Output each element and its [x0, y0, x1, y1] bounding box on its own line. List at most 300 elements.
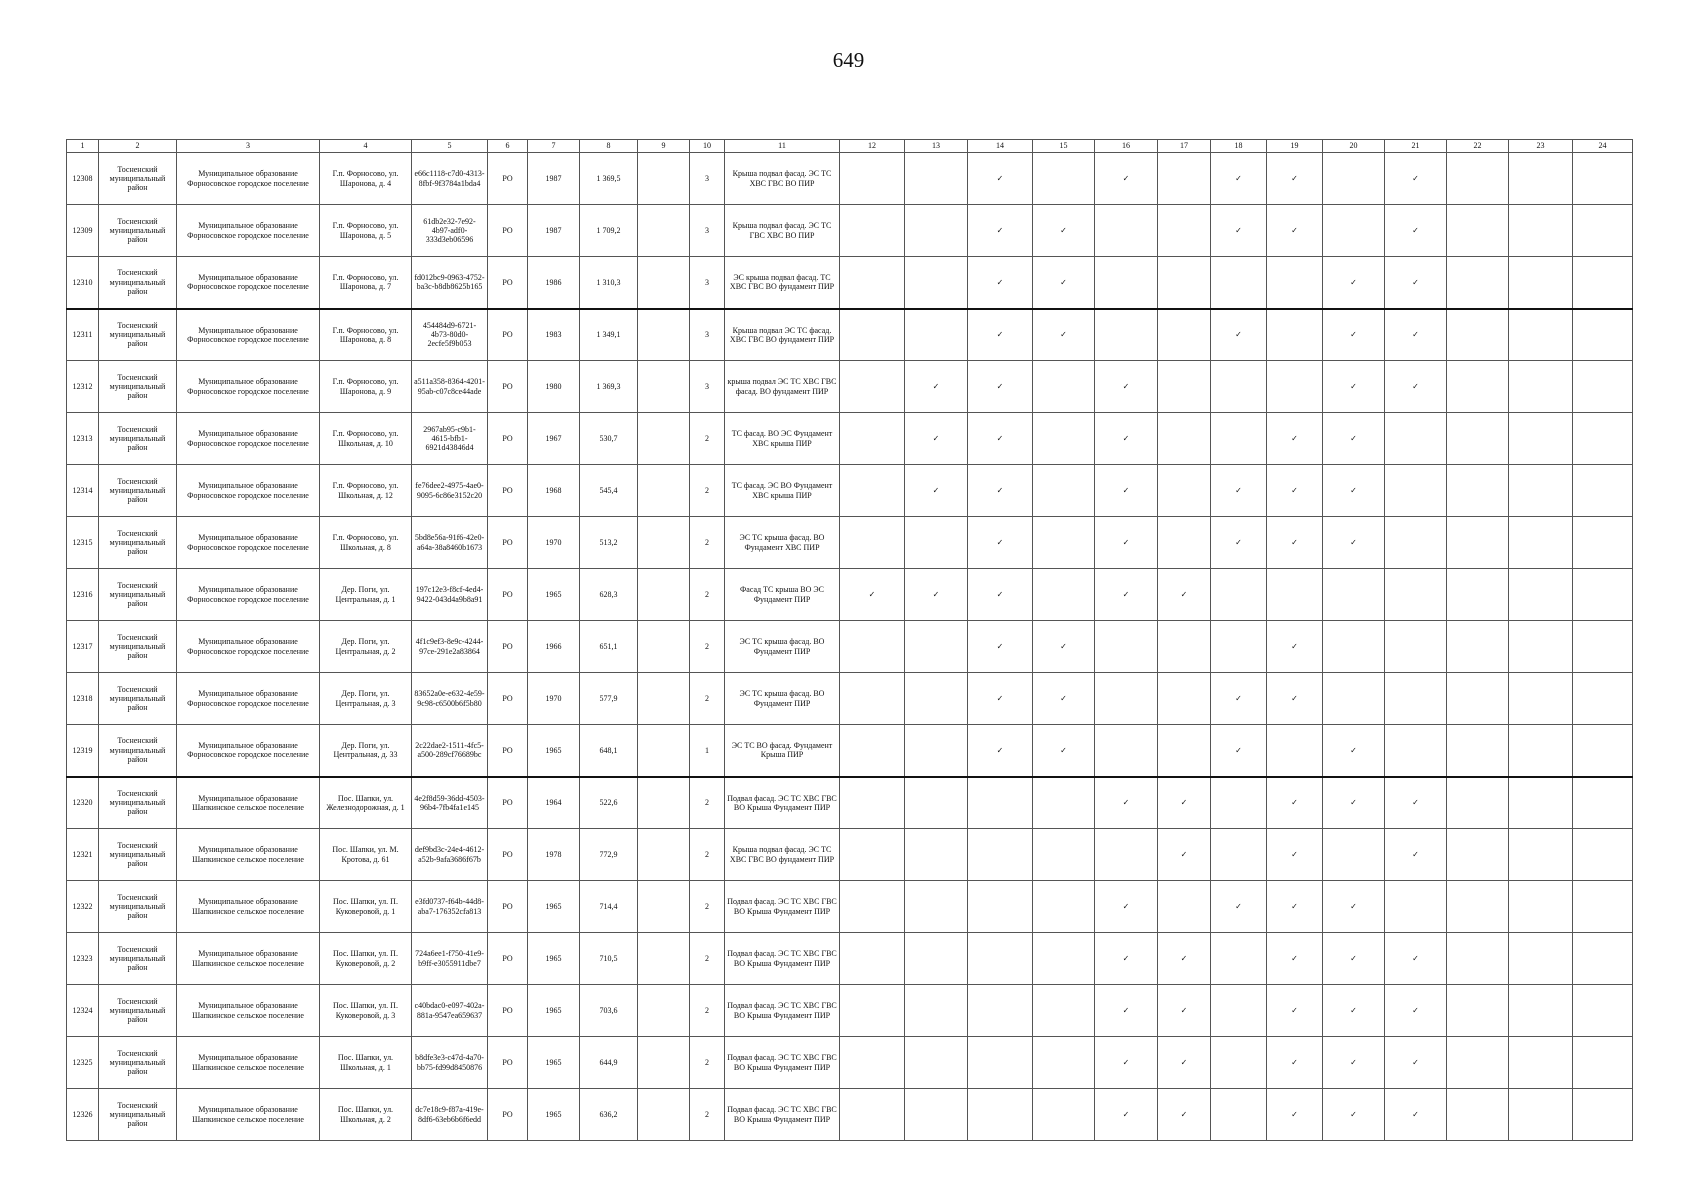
work-type-22-cell: [1447, 1037, 1509, 1089]
building-code-cell: 2967ab95-c9b1-4615-bfb1-6921d43846d4: [412, 413, 488, 465]
work-type-15-cell: [1033, 985, 1095, 1037]
work-type-12-cell: [840, 621, 905, 673]
municipality-cell: Муниципальное образование Форносовское городское поселение: [177, 413, 320, 465]
work-type-18-cell: [1211, 829, 1267, 881]
type-cell: РО: [488, 205, 528, 257]
check-mark-icon: ✓: [1267, 829, 1323, 881]
check-mark-icon: ✓: [1385, 1037, 1447, 1089]
record-id: 12308: [67, 153, 99, 205]
page-number: 649: [832, 48, 865, 72]
work-type-12-cell: [840, 673, 905, 725]
work-type-22-cell: [1447, 985, 1509, 1037]
year-cell: 1965: [528, 569, 580, 621]
year-cell: 1966: [528, 621, 580, 673]
work-type-24-cell: [1573, 725, 1633, 777]
work-type-17-cell: [1158, 517, 1211, 569]
municipality-cell: Муниципальное образование Форносовское городское поселение: [177, 725, 320, 777]
type-cell: РО: [488, 361, 528, 413]
work-type-23-cell: [1509, 309, 1573, 361]
column-9-cell: [638, 361, 690, 413]
work-type-13-cell: [905, 933, 968, 985]
address-cell: Пос. Шапки, ул. П. Куковеровой, д. 3: [320, 985, 412, 1037]
check-mark-icon: ✓: [1095, 1037, 1158, 1089]
column-9-cell: [638, 829, 690, 881]
work-type-13-cell: [905, 985, 968, 1037]
table-row: [67, 1089, 1633, 1141]
work-type-13-cell: [905, 257, 968, 309]
work-type-23-cell: [1509, 517, 1573, 569]
work-type-18-cell: [1211, 361, 1267, 413]
column-9-cell: [638, 1089, 690, 1141]
work-type-20-cell: [1323, 153, 1385, 205]
work-type-20-cell: [1323, 205, 1385, 257]
year-cell: 1965: [528, 1089, 580, 1141]
check-mark-icon: ✓: [968, 309, 1033, 361]
work-type-20-cell: [1323, 829, 1385, 881]
address-cell: Дер. Поги, ул. Центральная, д. 1: [320, 569, 412, 621]
area-cell: 513,2: [580, 517, 638, 569]
floors-cell: 3: [690, 205, 725, 257]
district-cell: Тосненский муниципальный район: [99, 517, 177, 569]
work-type-12-cell: [840, 361, 905, 413]
work-type-13-cell: [905, 153, 968, 205]
work-type-23-cell: [1509, 413, 1573, 465]
work-type-22-cell: [1447, 673, 1509, 725]
column-header-12: 12: [840, 140, 905, 153]
year-cell: 1987: [528, 205, 580, 257]
column-header-7: 7: [528, 140, 580, 153]
work-type-17-cell: [1158, 725, 1211, 777]
type-cell: РО: [488, 1037, 528, 1089]
work-type-15-cell: [1033, 1037, 1095, 1089]
check-mark-icon: ✓: [1323, 413, 1385, 465]
column-number-row: [67, 140, 1633, 153]
area-cell: 703,6: [580, 985, 638, 1037]
column-9-cell: [638, 309, 690, 361]
year-cell: 1965: [528, 933, 580, 985]
table-row: [67, 465, 1633, 517]
table-row: [67, 309, 1633, 361]
work-type-17-cell: [1158, 621, 1211, 673]
work-type-24-cell: [1573, 1037, 1633, 1089]
work-type-18-cell: [1211, 933, 1267, 985]
work-type-12-cell: [840, 725, 905, 777]
building-code-cell: 724a6ee1-f750-41e9-b9ff-e3055911dbe7: [412, 933, 488, 985]
column-header-6: 6: [488, 140, 528, 153]
building-code-cell: 197c12e3-f8cf-4ed4-9422-043d4a9b8a91: [412, 569, 488, 621]
work-type-24-cell: [1573, 933, 1633, 985]
check-mark-icon: ✓: [1385, 777, 1447, 829]
building-code-cell: 5bd8e56a-91f6-42e0-a64a-38a8460b1673: [412, 517, 488, 569]
table-row: [67, 153, 1633, 205]
column-header-22: 22: [1447, 140, 1509, 153]
check-mark-icon: ✓: [905, 465, 968, 517]
work-type-19-cell: [1267, 725, 1323, 777]
work-type-24-cell: [1573, 569, 1633, 621]
type-cell: РО: [488, 413, 528, 465]
check-mark-icon: ✓: [1033, 257, 1095, 309]
record-id: 12314: [67, 465, 99, 517]
work-type-17-cell: [1158, 361, 1211, 413]
check-mark-icon: ✓: [1095, 985, 1158, 1037]
municipality-cell: Муниципальное образование Форносовское городское поселение: [177, 465, 320, 517]
work-type-24-cell: [1573, 309, 1633, 361]
table-row: [67, 725, 1633, 777]
check-mark-icon: ✓: [1267, 933, 1323, 985]
work-type-19-cell: [1267, 361, 1323, 413]
housing-register-table: [66, 139, 1633, 1141]
floors-cell: 2: [690, 1089, 725, 1141]
work-type-13-cell: [905, 673, 968, 725]
check-mark-icon: ✓: [968, 465, 1033, 517]
works-list-cell: Подвал фасад. ЭС ТС ХВС ГВС ВО Крыша Фундамент ПИР: [725, 777, 840, 829]
record-id: 12324: [67, 985, 99, 1037]
check-mark-icon: ✓: [1385, 257, 1447, 309]
work-type-22-cell: [1447, 777, 1509, 829]
check-mark-icon: ✓: [1211, 309, 1267, 361]
check-mark-icon: ✓: [1267, 1089, 1323, 1141]
district-cell: Тосненский муниципальный район: [99, 1037, 177, 1089]
floors-cell: 2: [690, 621, 725, 673]
check-mark-icon: ✓: [905, 569, 968, 621]
work-type-22-cell: [1447, 413, 1509, 465]
address-cell: Дер. Поги, ул. Центральная, д. 33: [320, 725, 412, 777]
building-code-cell: 454484d9-6721-4b73-80d0-2ecfe5f9b053: [412, 309, 488, 361]
work-type-18-cell: [1211, 777, 1267, 829]
table-row: [67, 933, 1633, 985]
work-type-16-cell: [1095, 725, 1158, 777]
district-cell: Тосненский муниципальный район: [99, 829, 177, 881]
floors-cell: 2: [690, 673, 725, 725]
municipality-cell: Муниципальное образование Шапкинское сельское поселение: [177, 829, 320, 881]
check-mark-icon: ✓: [1267, 465, 1323, 517]
work-type-15-cell: [1033, 517, 1095, 569]
area-cell: 1 349,1: [580, 309, 638, 361]
work-type-15-cell: [1033, 933, 1095, 985]
work-type-13-cell: [905, 621, 968, 673]
floors-cell: 2: [690, 829, 725, 881]
work-type-16-cell: [1095, 309, 1158, 361]
address-cell: Пос. Шапки, ул. Железнодорожная, д. 1: [320, 777, 412, 829]
work-type-17-cell: [1158, 153, 1211, 205]
floors-cell: 2: [690, 985, 725, 1037]
table-row: [67, 413, 1633, 465]
work-type-23-cell: [1509, 465, 1573, 517]
check-mark-icon: ✓: [1033, 309, 1095, 361]
work-type-12-cell: [840, 517, 905, 569]
district-cell: Тосненский муниципальный район: [99, 361, 177, 413]
work-type-15-cell: [1033, 413, 1095, 465]
check-mark-icon: ✓: [1267, 153, 1323, 205]
work-type-12-cell: [840, 985, 905, 1037]
work-type-14-cell: [968, 985, 1033, 1037]
work-type-12-cell: [840, 309, 905, 361]
municipality-cell: Муниципальное образование Шапкинское сельское поселение: [177, 1089, 320, 1141]
work-type-24-cell: [1573, 621, 1633, 673]
table-row: [67, 1037, 1633, 1089]
work-type-24-cell: [1573, 257, 1633, 309]
column-header-18: 18: [1211, 140, 1267, 153]
work-type-19-cell: [1267, 569, 1323, 621]
check-mark-icon: ✓: [1323, 1037, 1385, 1089]
type-cell: РО: [488, 777, 528, 829]
work-type-21-cell: [1385, 413, 1447, 465]
check-mark-icon: ✓: [968, 257, 1033, 309]
work-type-22-cell: [1447, 257, 1509, 309]
record-id: 12309: [67, 205, 99, 257]
area-cell: 1 709,2: [580, 205, 638, 257]
municipality-cell: Муниципальное образование Форносовское городское поселение: [177, 205, 320, 257]
work-type-14-cell: [968, 777, 1033, 829]
record-id: 12323: [67, 933, 99, 985]
check-mark-icon: ✓: [905, 361, 968, 413]
municipality-cell: Муниципальное образование Шапкинское сельское поселение: [177, 777, 320, 829]
work-type-12-cell: [840, 1037, 905, 1089]
record-id: 12317: [67, 621, 99, 673]
works-list-cell: ЭС ТС крыша фасад. ВО Фундамент ПИР: [725, 621, 840, 673]
check-mark-icon: ✓: [1385, 309, 1447, 361]
work-type-12-cell: [840, 881, 905, 933]
record-id: 12322: [67, 881, 99, 933]
municipality-cell: Муниципальное образование Шапкинское сельское поселение: [177, 985, 320, 1037]
type-cell: РО: [488, 569, 528, 621]
work-type-13-cell: [905, 517, 968, 569]
check-mark-icon: ✓: [1385, 829, 1447, 881]
work-type-15-cell: [1033, 569, 1095, 621]
record-id: 12313: [67, 413, 99, 465]
check-mark-icon: ✓: [1158, 569, 1211, 621]
municipality-cell: Муниципальное образование Форносовское городское поселение: [177, 309, 320, 361]
work-type-21-cell: [1385, 673, 1447, 725]
address-cell: Дер. Поги, ул. Центральная, д. 3: [320, 673, 412, 725]
works-list-cell: ЭС ТС крыша фасад. ВО Фундамент ХВС ПИР: [725, 517, 840, 569]
table-row: [67, 673, 1633, 725]
check-mark-icon: ✓: [1267, 777, 1323, 829]
address-cell: Дер. Поги, ул. Центральная, д. 2: [320, 621, 412, 673]
address-cell: Г.п. Форносово, ул. Шаронова, д. 4: [320, 153, 412, 205]
floors-cell: 3: [690, 361, 725, 413]
floors-cell: 3: [690, 257, 725, 309]
work-type-24-cell: [1573, 1089, 1633, 1141]
works-list-cell: Подвал фасад. ЭС ТС ХВС ГВС ВО Крыша Фундамент ПИР: [725, 1089, 840, 1141]
column-header-2: 2: [99, 140, 177, 153]
work-type-17-cell: [1158, 257, 1211, 309]
check-mark-icon: ✓: [1211, 205, 1267, 257]
floors-cell: 2: [690, 413, 725, 465]
column-header-1: 1: [67, 140, 99, 153]
check-mark-icon: ✓: [968, 361, 1033, 413]
type-cell: РО: [488, 829, 528, 881]
check-mark-icon: ✓: [1033, 673, 1095, 725]
work-type-13-cell: [905, 829, 968, 881]
check-mark-icon: ✓: [1267, 205, 1323, 257]
check-mark-icon: ✓: [968, 673, 1033, 725]
work-type-12-cell: [840, 465, 905, 517]
work-type-15-cell: [1033, 153, 1095, 205]
year-cell: 1965: [528, 725, 580, 777]
check-mark-icon: ✓: [1095, 881, 1158, 933]
work-type-22-cell: [1447, 569, 1509, 621]
work-type-13-cell: [905, 205, 968, 257]
area-cell: 1 369,3: [580, 361, 638, 413]
check-mark-icon: ✓: [1211, 881, 1267, 933]
work-type-23-cell: [1509, 1089, 1573, 1141]
area-cell: 636,2: [580, 1089, 638, 1141]
district-cell: Тосненский муниципальный район: [99, 413, 177, 465]
check-mark-icon: ✓: [1323, 1089, 1385, 1141]
work-type-20-cell: [1323, 673, 1385, 725]
work-type-12-cell: [840, 933, 905, 985]
work-type-24-cell: [1573, 673, 1633, 725]
check-mark-icon: ✓: [1267, 621, 1323, 673]
floors-cell: 3: [690, 153, 725, 205]
column-9-cell: [638, 257, 690, 309]
building-code-cell: a511a358-8364-4201-95ab-c07c8ce44ade: [412, 361, 488, 413]
check-mark-icon: ✓: [1323, 933, 1385, 985]
column-9-cell: [638, 153, 690, 205]
table-row: [67, 985, 1633, 1037]
year-cell: 1983: [528, 309, 580, 361]
floors-cell: 2: [690, 777, 725, 829]
column-9-cell: [638, 985, 690, 1037]
check-mark-icon: ✓: [1267, 1037, 1323, 1089]
work-type-22-cell: [1447, 517, 1509, 569]
work-type-16-cell: [1095, 257, 1158, 309]
check-mark-icon: ✓: [1033, 725, 1095, 777]
work-type-14-cell: [968, 881, 1033, 933]
works-list-cell: Подвал фасад. ЭС ТС ХВС ГВС ВО Крыша Фундамент ПИР: [725, 985, 840, 1037]
work-type-22-cell: [1447, 725, 1509, 777]
address-cell: Пос. Шапки, ул. П. Куковеровой, д. 2: [320, 933, 412, 985]
works-list-cell: ТС фасад. ВО ЭС Фундамент ХВС крыша ПИР: [725, 413, 840, 465]
column-header-3: 3: [177, 140, 320, 153]
column-9-cell: [638, 777, 690, 829]
building-code-cell: dc7e18c9-f87a-419e-8df6-63eb6b6f6edd: [412, 1089, 488, 1141]
work-type-22-cell: [1447, 361, 1509, 413]
municipality-cell: Муниципальное образование Форносовское городское поселение: [177, 361, 320, 413]
work-type-16-cell: [1095, 829, 1158, 881]
table-row: [67, 569, 1633, 621]
check-mark-icon: ✓: [1211, 153, 1267, 205]
work-type-23-cell: [1509, 621, 1573, 673]
check-mark-icon: ✓: [1095, 153, 1158, 205]
address-cell: Г.п. Форносово, ул. Школьная, д. 10: [320, 413, 412, 465]
column-header-16: 16: [1095, 140, 1158, 153]
work-type-18-cell: [1211, 1037, 1267, 1089]
address-cell: Г.п. Форносово, ул. Шаронова, д. 5: [320, 205, 412, 257]
record-id: 12321: [67, 829, 99, 881]
floors-cell: 2: [690, 933, 725, 985]
year-cell: 1965: [528, 881, 580, 933]
work-type-24-cell: [1573, 153, 1633, 205]
work-type-18-cell: [1211, 257, 1267, 309]
year-cell: 1965: [528, 985, 580, 1037]
works-list-cell: Подвал фасад. ЭС ТС ХВС ГВС ВО Крыша Фундамент ПИР: [725, 933, 840, 985]
work-type-24-cell: [1573, 517, 1633, 569]
column-9-cell: [638, 881, 690, 933]
work-type-17-cell: [1158, 205, 1211, 257]
column-9-cell: [638, 413, 690, 465]
check-mark-icon: ✓: [1323, 725, 1385, 777]
column-header-13: 13: [905, 140, 968, 153]
area-cell: 545,4: [580, 465, 638, 517]
building-code-cell: 61db2e32-7e92-4b97-adf0-333d3eb06596: [412, 205, 488, 257]
check-mark-icon: ✓: [1323, 517, 1385, 569]
column-header-4: 4: [320, 140, 412, 153]
address-cell: Г.п. Форносово, ул. Школьная, д. 12: [320, 465, 412, 517]
work-type-24-cell: [1573, 881, 1633, 933]
work-type-20-cell: [1323, 569, 1385, 621]
work-type-12-cell: [840, 413, 905, 465]
work-type-12-cell: [840, 205, 905, 257]
check-mark-icon: ✓: [1095, 465, 1158, 517]
year-cell: 1970: [528, 673, 580, 725]
address-cell: Пос. Шапки, ул. Школьная, д. 2: [320, 1089, 412, 1141]
check-mark-icon: ✓: [1158, 985, 1211, 1037]
column-9-cell: [638, 621, 690, 673]
address-cell: Г.п. Форносово, ул. Шаронова, д. 9: [320, 361, 412, 413]
municipality-cell: Муниципальное образование Форносовское городское поселение: [177, 257, 320, 309]
year-cell: 1968: [528, 465, 580, 517]
check-mark-icon: ✓: [1033, 621, 1095, 673]
district-cell: Тосненский муниципальный район: [99, 933, 177, 985]
record-id: 12316: [67, 569, 99, 621]
work-type-12-cell: [840, 153, 905, 205]
year-cell: 1964: [528, 777, 580, 829]
work-type-21-cell: [1385, 465, 1447, 517]
work-type-12-cell: [840, 257, 905, 309]
work-type-24-cell: [1573, 361, 1633, 413]
check-mark-icon: ✓: [1211, 673, 1267, 725]
year-cell: 1987: [528, 153, 580, 205]
work-type-16-cell: [1095, 621, 1158, 673]
check-mark-icon: ✓: [1095, 413, 1158, 465]
table-row: [67, 257, 1633, 309]
work-type-23-cell: [1509, 257, 1573, 309]
column-header-24: 24: [1573, 140, 1633, 153]
year-cell: 1986: [528, 257, 580, 309]
work-type-13-cell: [905, 1089, 968, 1141]
column-header-9: 9: [638, 140, 690, 153]
year-cell: 1980: [528, 361, 580, 413]
type-cell: РО: [488, 933, 528, 985]
district-cell: Тосненский муниципальный район: [99, 205, 177, 257]
work-type-17-cell: [1158, 881, 1211, 933]
works-list-cell: ЭС ТС крыша фасад. ВО Фундамент ПИР: [725, 673, 840, 725]
table-row: [67, 881, 1633, 933]
check-mark-icon: ✓: [1385, 205, 1447, 257]
check-mark-icon: ✓: [1323, 361, 1385, 413]
column-9-cell: [638, 933, 690, 985]
work-type-13-cell: [905, 725, 968, 777]
record-id: 12310: [67, 257, 99, 309]
work-type-18-cell: [1211, 413, 1267, 465]
work-type-21-cell: [1385, 517, 1447, 569]
area-cell: 628,3: [580, 569, 638, 621]
area-cell: 1 310,3: [580, 257, 638, 309]
check-mark-icon: ✓: [1267, 673, 1323, 725]
area-cell: 577,9: [580, 673, 638, 725]
check-mark-icon: ✓: [1267, 985, 1323, 1037]
works-list-cell: Крыша подвал фасад. ЭС ТС ХВС ГВС ВО фундамент ПИР: [725, 829, 840, 881]
floors-cell: 2: [690, 1037, 725, 1089]
work-type-23-cell: [1509, 881, 1573, 933]
check-mark-icon: ✓: [1323, 777, 1385, 829]
column-header-21: 21: [1385, 140, 1447, 153]
table-body: [67, 153, 1633, 1141]
district-cell: Тосненский муниципальный район: [99, 777, 177, 829]
building-code-cell: 2c22dae2-1511-4fc5-a500-289cf76689bc: [412, 725, 488, 777]
